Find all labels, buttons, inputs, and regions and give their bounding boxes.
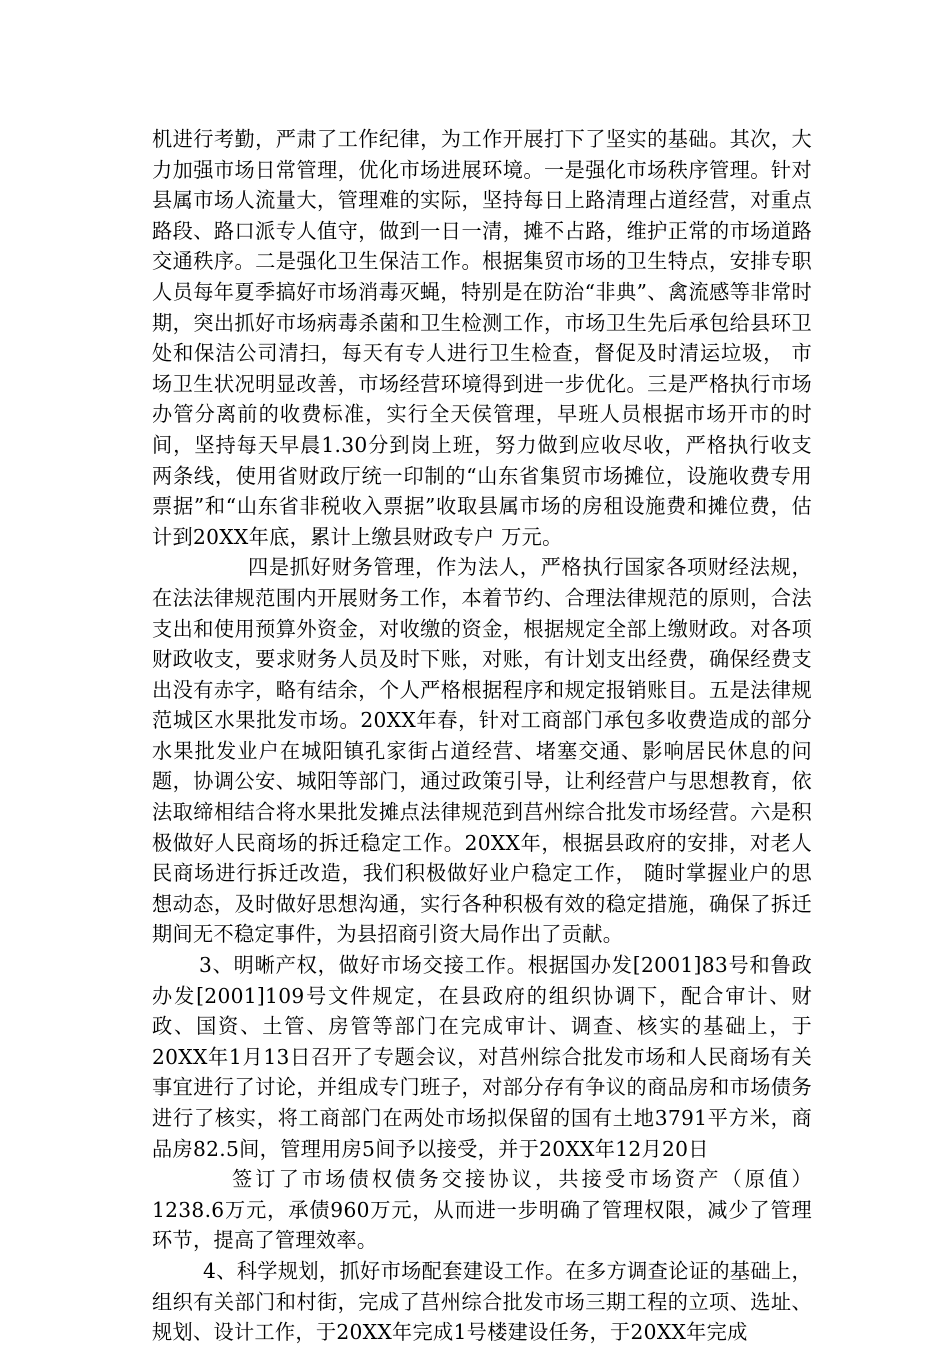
paragraph-market-management: 机进行考勤，严肃了工作纪律，为工作开展打下了坚实的基础。其次，大力加强市场日常管理，优化市场进展环境。一是强化市场秩序管理。针对县属市场人流量大，管理难的实际，坚持每日上路清理占道经营，对重点路段、路口派专人值守，做到一日一清，摊不占路，维护正常的市场道路交通秩序。二是强化卫生保洁工作。根据集贸市场的卫生特点，安排专职人员每年夏季搞好市场消毒灭蝇，特别是在防治“非典”、禽流感等非常时期，突出抓好市场病毒杀菌和卫生检测工作，市场卫生先后承包给县环卫处和保洁公司清扫，每天有专人进行卫生检查，督促及时清运垃圾， 市场卫生状况明显改善，市场经营环境得到进一步优化。三是严格执行市场办管分离前的收费标准，实行全天侯管理，早班人员根据市场开市的时间，坚持每天早晨1.30分到岗上班，努力做到应收尽收，严格执行收支两条线，使用省财政厅统一印制的“山东省集贸市场摊位，设施收费专用票据”和“山东省非税收入票据”收取县属市场的房租设施费和摊位费，估计到20XX年底，累计上缴县财政专户 万元。 <box>152 127 812 549</box>
paragraph-handover-agreement: 签订了市场债权债务交接协议，共接受市场资产（原值）1238.6万元，承债960万元，从而进一步明确了管理权限，减少了管理环节，提高了管理效率。 <box>152 1167 812 1253</box>
paragraph-financial-management: 四是抓好财务管理，作为法人，严格执行国家各项财经法规，在法法律规范围内开展财务工作，本着节约、合理法律规范的原则，合法支出和使用预算外资金，对收缴的资金，根据规定全部上缴财政。对各项财政收支，要求财务人员及时下账，对账，有计划支出经费，确保经费支出没有赤字，略有结余，个人严格根据程序和规定报销账目。五是法律规范城区水果批发市场。20XX年春，针对工商部门承包多收费造成的部分水果批发业户在城阳镇孔家街占道经营、堵塞交通、影响居民休息的问题，协调公安、城阳等部门，通过政策引导，让利经营户与思想教育，依法取缔相结合将水果批发摊点法律规范到莒州综合批发市场经营。六是积极做好人民商场的拆迁稳定工作。20XX年，根据县政府的安排，对老人民商场进行拆迁改造，我们积极做好业户稳定工作， 随时掌握业户的思想动态，及时做好思想沟通，实行各种积极有效的稳定措施，确保了拆迁期间无不稳定事件，为县招商引资大局作出了贡献。 <box>152 555 812 947</box>
paragraph-property-rights: 3、明晰产权，做好市场交接工作。根据国办发[2001]83号和鲁政办发[2001]109号文件规定，在县政府的组织协调下，配合审计、财政、国资、土管、房管等部门在完成审计、调查、核实的基础上，于20XX年1月13日召开了专题会议，对莒州综合批发市场和人民商场有关事宜进行了讨论，并组成专门班子，对部分存有争议的商品房和市场债务进行了核实，将工商部门在两处市场拟保留的国有土地3791平方米，商品房82.5间，管理用房5间予以接受，并于20XX年12月20日 <box>152 953 812 1161</box>
document-body <box>152 124 812 1348</box>
paragraph-planning-construction: 4、科学规划，抓好市场配套建设工作。在多方调查论证的基础上，组织有关部门和村街，完成了莒州综合批发市场三期工程的立项、选址、规划、设计工作，于20XX年完成1号楼建设任务，于20XX年完成 <box>152 1258 812 1345</box>
